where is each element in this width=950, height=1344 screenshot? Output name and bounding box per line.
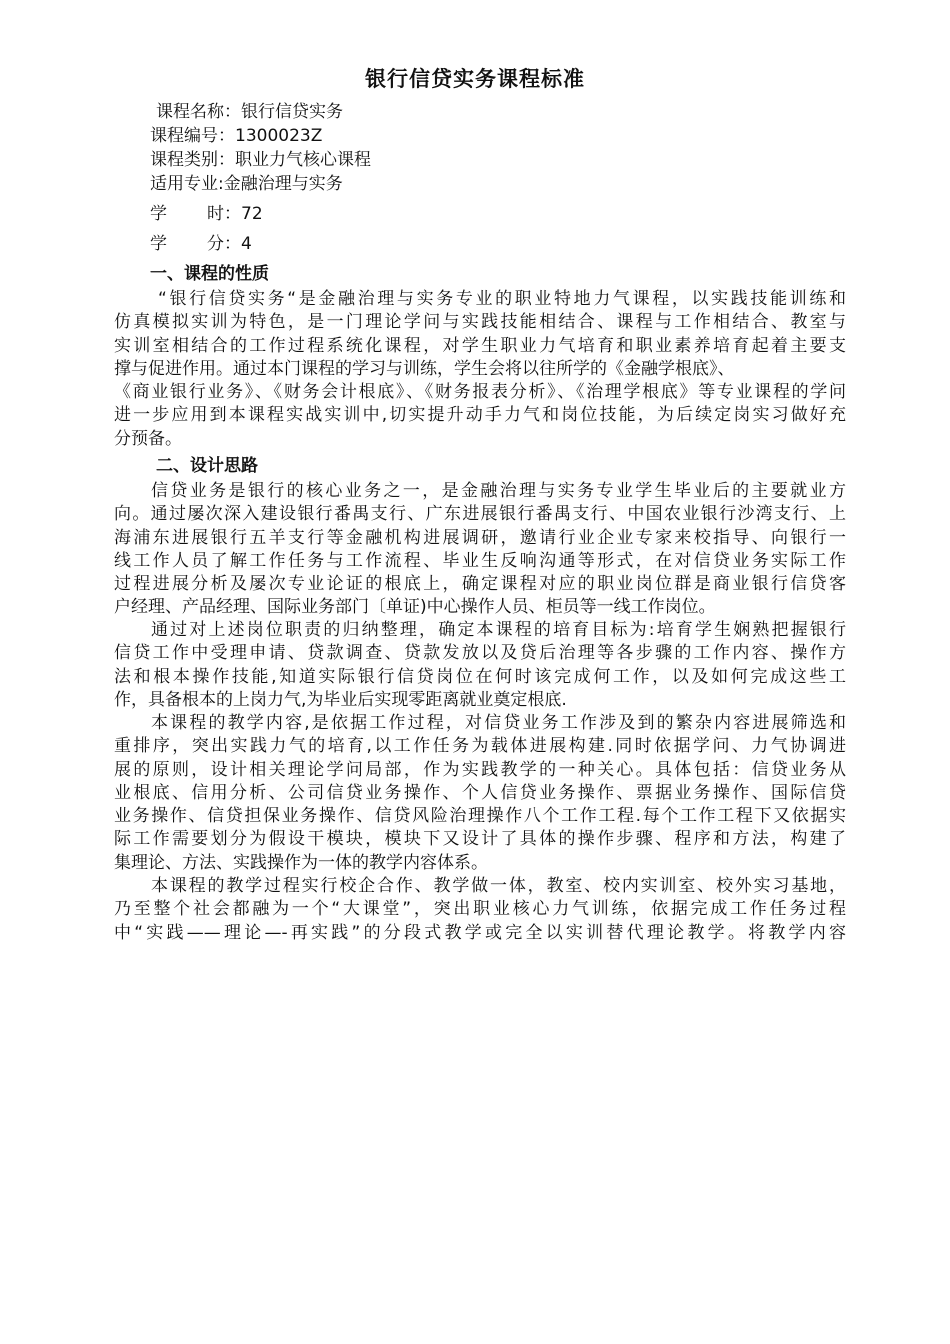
text-line: 展的原则，设计相关理论学问局部，作为实践教学的一种关心。具体包括：信贷业务从 (114, 759, 846, 780)
paragraph-design-4 (114, 875, 846, 945)
text-line: “银行信贷实务“是金融治理与实务专业的职业特地力气课程，以实践技能训练和 (158, 289, 846, 309)
paragraph-nature (114, 288, 846, 451)
text-line: 重排序，突出实践力气的培育,以工作任务为载体进展构建.同时依据学问、力气协调进 (114, 736, 846, 757)
text-line: 分预备。 (114, 428, 182, 449)
text-line: 实训室相结合的工作过程系统化课程，对学生职业力气培育和职业素养培育起着主要支 (114, 335, 846, 356)
text-line: 际工作需要划分为假设干模块，模块下又设计了具体的操作步骤、程序和方法，构建了 (114, 829, 846, 850)
text-line: 信贷工作中受理申请、贷款调查、贷款发放以及贷后治理等各步骤的工作内容、操作方 (114, 643, 846, 664)
text-line: 过程进展分析及屡次专业论证的根底上，确定课程对应的职业岗位群是商业银行信贷客 (114, 574, 846, 595)
applicable-major: 适用专业:金融治理与实务 (150, 174, 343, 194)
course-code: 课程编号：1300023Z (150, 126, 323, 146)
text-line: 信贷业务是银行的核心业务之一，是金融治理与实务专业学生毕业后的主要就业方 (151, 481, 846, 501)
paragraph-design-3 (114, 712, 846, 875)
text-line: 本课程的教学内容,是依据工作过程，对信贷业务工作涉及到的繁杂内容进展筛选和 (151, 713, 846, 733)
paragraph-design-1 (114, 480, 846, 620)
text-line: 乃至整个社会都融为一个“大课堂”，突出职业核心力气训练，依据完成工作任务过程 (114, 899, 846, 920)
course-credits (150, 232, 650, 256)
text-line: 线工作人员了解工作任务与工作流程、毕业生反响沟通等形式，在对信贷业务实际工作 (114, 550, 846, 571)
text-line: 中“实践——理论—-再实践”的分段式教学或完全以实训替代理论教学。将教学内容 (114, 922, 846, 943)
course-name: 课程名称：银行信贷实务 (156, 102, 343, 122)
course-meta (150, 100, 650, 256)
course-hours (150, 202, 650, 226)
text-line: 本课程的教学过程实行校企合作、教学做一体，教室、校内实训室、校外实习基地， (151, 876, 846, 896)
text-line: 法和根本操作技能,知道实际银行信贷岗位在何时该完成何工作，以及如何完成这些工 (114, 666, 846, 687)
text-line: 业根底、信用分析、公司信贷业务操作、个人信贷业务操作、票据业务操作、国际信贷 (114, 782, 846, 803)
text-line: 集理论、方法、实践操作为一体的教学内容体系。 (114, 852, 488, 873)
hours-label-b: 时：72 (207, 204, 263, 224)
paragraph-design-2 (114, 619, 846, 712)
text-line: 通过对上述岗位职责的归纳整理，确定本课程的培育目标为:培育学生娴熟把握银行 (151, 620, 846, 640)
text-line: 业务操作、信贷担保业务操作、信贷风险治理操作八个工作工程.每个工作工程下又依据实 (114, 806, 846, 827)
section-heading-design: 二、设计思路 (156, 456, 258, 476)
text-line: 海浦东进展银行五羊支行等金融机构进展调研，邀请行业企业专家来校指导、向银行一 (114, 527, 846, 548)
text-line: 撑与促进作用。通过本门课程的学习与训练，学生会将以往所学的《金融学根底》、 (114, 358, 735, 379)
text-line: 仿真模拟实训为特色，是一门理论学问与实践技能相结合、课程与工作相结合、教室与 (114, 312, 846, 333)
section-heading-nature: 一、课程的性质 (150, 264, 269, 284)
text-line: 作，具备根本的上岗力气,为毕业后实现零距离就业奠定根底. (114, 689, 567, 710)
text-line: 《商业银行业务》、《财务会计根底》、《财务报表分析》、《治理学根底》等专业课程的学问 (114, 382, 846, 403)
text-line: 进一步应用到本课程实战实训中,切实提升动手力气和岗位技能，为后续定岗实习做好充 (114, 405, 846, 426)
course-category: 课程类别：职业力气核心课程 (150, 150, 371, 170)
text-line: 向。通过屡次深入建设银行番禺支行、广东进展银行番禺支行、中国农业银行沙湾支行、上 (114, 504, 846, 525)
document-title: 银行信贷实务课程标准 (365, 67, 585, 91)
text-line: 户经理、产品经理、国际业务部门〔单证)中心操作人员、柜员等一线工作岗位。 (114, 597, 716, 618)
credits-label-a: 学 (150, 234, 167, 254)
hours-label-a: 学 (150, 204, 167, 224)
credits-label-b: 分：4 (207, 234, 252, 254)
